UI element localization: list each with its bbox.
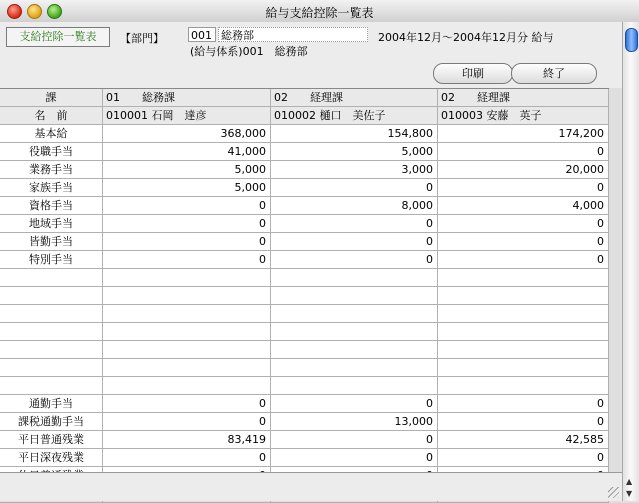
scroll-down-arrow-icon[interactable]: ▼ xyxy=(626,489,633,498)
table-row xyxy=(0,251,609,269)
table-cell xyxy=(103,377,271,394)
table-row xyxy=(0,197,609,215)
table-cell: 20,000 xyxy=(438,161,609,178)
department-name-field[interactable]: 総務部 xyxy=(218,27,368,42)
title-bar xyxy=(0,0,639,23)
row-label xyxy=(0,377,103,394)
row-label: 通勤手当 xyxy=(0,395,103,412)
table-cell: 4,000 xyxy=(438,197,609,214)
table-cell: 0 xyxy=(438,143,609,160)
period-label: 2004年12月〜2004年12月分 給与 xyxy=(378,31,554,44)
row-label: 平日普通残業 xyxy=(0,431,103,448)
window-title: 給与支給控除一覧表 xyxy=(265,6,374,20)
row-label: 資格手当 xyxy=(0,197,103,214)
table-row xyxy=(0,233,609,251)
report-type-button[interactable]: 支給控除一覧表 xyxy=(6,27,110,47)
table-row xyxy=(0,341,609,359)
table-cell: 010002 樋口 美佐子 xyxy=(271,107,438,124)
table-row xyxy=(0,215,609,233)
table-cell xyxy=(271,305,438,322)
table-cell: 0 xyxy=(271,395,438,412)
table-row xyxy=(0,413,609,431)
table-cell xyxy=(103,359,271,376)
table-header-row xyxy=(0,89,609,107)
table-cell xyxy=(271,341,438,358)
row-label: 特別手当 xyxy=(0,251,103,268)
department-code-field[interactable]: 001 xyxy=(188,27,216,42)
table-cell xyxy=(438,377,609,394)
table-row xyxy=(0,287,609,305)
table-cell: 0 xyxy=(271,179,438,196)
table-cell xyxy=(438,269,609,286)
table-cell: 0 xyxy=(103,413,271,430)
table-cell: 0 xyxy=(103,215,271,232)
table-row xyxy=(0,395,609,413)
row-label: 業務手当 xyxy=(0,161,103,178)
table-cell: 0 xyxy=(438,233,609,250)
table-cell: 0 xyxy=(438,215,609,232)
table-cell: 0 xyxy=(438,449,609,466)
resize-grip-icon[interactable] xyxy=(608,487,619,498)
status-bar xyxy=(0,472,622,501)
table-cell: 0 xyxy=(438,179,609,196)
table-cell: 368,000 xyxy=(103,125,271,142)
table-cell: 83,419 xyxy=(103,431,271,448)
table-cell: 0 xyxy=(438,251,609,268)
table-cell xyxy=(103,323,271,340)
table-cell xyxy=(271,269,438,286)
table-cell: 010001 石岡 達彦 xyxy=(103,107,271,124)
table-cell: 010003 安藤 英子 xyxy=(438,107,609,124)
row-label xyxy=(0,305,103,322)
table-cell xyxy=(103,341,271,358)
report-header xyxy=(0,22,622,88)
table-cell: 174,200 xyxy=(438,125,609,142)
table-cell: 0 xyxy=(103,449,271,466)
row-label: 名 前 xyxy=(0,107,103,124)
pay-system-label: (給与体系)001 総務部 xyxy=(190,45,308,58)
table-cell xyxy=(271,377,438,394)
table-cell: 42,585 xyxy=(438,431,609,448)
table-cell xyxy=(271,287,438,304)
table-row xyxy=(0,161,609,179)
row-label xyxy=(0,341,103,358)
table-row xyxy=(0,377,609,395)
table-cell: 0 xyxy=(438,413,609,430)
table-cell: 5,000 xyxy=(271,143,438,160)
row-label: 地域手当 xyxy=(0,215,103,232)
table-cell: 5,000 xyxy=(103,179,271,196)
row-label xyxy=(0,287,103,304)
table-cell: 02 経理課 xyxy=(271,89,438,106)
row-label: 基本給 xyxy=(0,125,103,142)
table-cell: 13,000 xyxy=(271,413,438,430)
print-button[interactable]: 印刷 xyxy=(433,63,513,84)
table-row xyxy=(0,269,609,287)
table-cell xyxy=(438,323,609,340)
table-row xyxy=(0,179,609,197)
row-label: 課 xyxy=(0,89,103,106)
table-cell: 0 xyxy=(271,233,438,250)
table-cell: 0 xyxy=(271,431,438,448)
table-cell: 0 xyxy=(103,197,271,214)
table-cell: 5,000 xyxy=(103,161,271,178)
table-cell: 02 経理課 xyxy=(438,89,609,106)
table-header-row xyxy=(0,107,609,125)
table-cell xyxy=(438,305,609,322)
row-label: 課税通勤手当 xyxy=(0,413,103,430)
row-label: 皆勤手当 xyxy=(0,233,103,250)
payroll-table xyxy=(0,88,609,473)
table-cell: 0 xyxy=(271,449,438,466)
table-cell xyxy=(271,359,438,376)
table-cell xyxy=(438,287,609,304)
row-label xyxy=(0,323,103,340)
row-label xyxy=(0,269,103,286)
scroll-up-arrow-icon[interactable]: ▲ xyxy=(626,477,633,486)
table-cell: 8,000 xyxy=(271,197,438,214)
table-row xyxy=(0,431,609,449)
table-cell: 3,000 xyxy=(271,161,438,178)
row-label: 平日深夜残業 xyxy=(0,449,103,466)
table-cell: 0 xyxy=(103,395,271,412)
row-label: 家族手当 xyxy=(0,179,103,196)
table-row xyxy=(0,125,609,143)
row-label xyxy=(0,359,103,376)
table-cell xyxy=(271,323,438,340)
close-button[interactable]: 終了 xyxy=(511,63,597,84)
table-cell xyxy=(103,287,271,304)
table-cell: 01 総務課 xyxy=(103,89,271,106)
table-cell: 0 xyxy=(271,251,438,268)
table-cell: 0 xyxy=(438,395,609,412)
department-label: 【部門】 xyxy=(120,32,164,45)
table-row xyxy=(0,305,609,323)
table-cell xyxy=(438,341,609,358)
table-cell: 154,800 xyxy=(271,125,438,142)
table-cell: 0 xyxy=(271,215,438,232)
table-cell xyxy=(103,305,271,322)
table-row xyxy=(0,359,609,377)
table-cell: 0 xyxy=(103,233,271,250)
table-row xyxy=(0,143,609,161)
table-cell xyxy=(103,269,271,286)
row-label: 役職手当 xyxy=(0,143,103,160)
table-row xyxy=(0,323,609,341)
scroll-thumb[interactable] xyxy=(625,28,638,52)
vertical-scrollbar[interactable] xyxy=(622,22,639,501)
table-cell: 41,000 xyxy=(103,143,271,160)
table-cell xyxy=(438,359,609,376)
table-cell: 0 xyxy=(103,251,271,268)
table-row xyxy=(0,449,609,467)
